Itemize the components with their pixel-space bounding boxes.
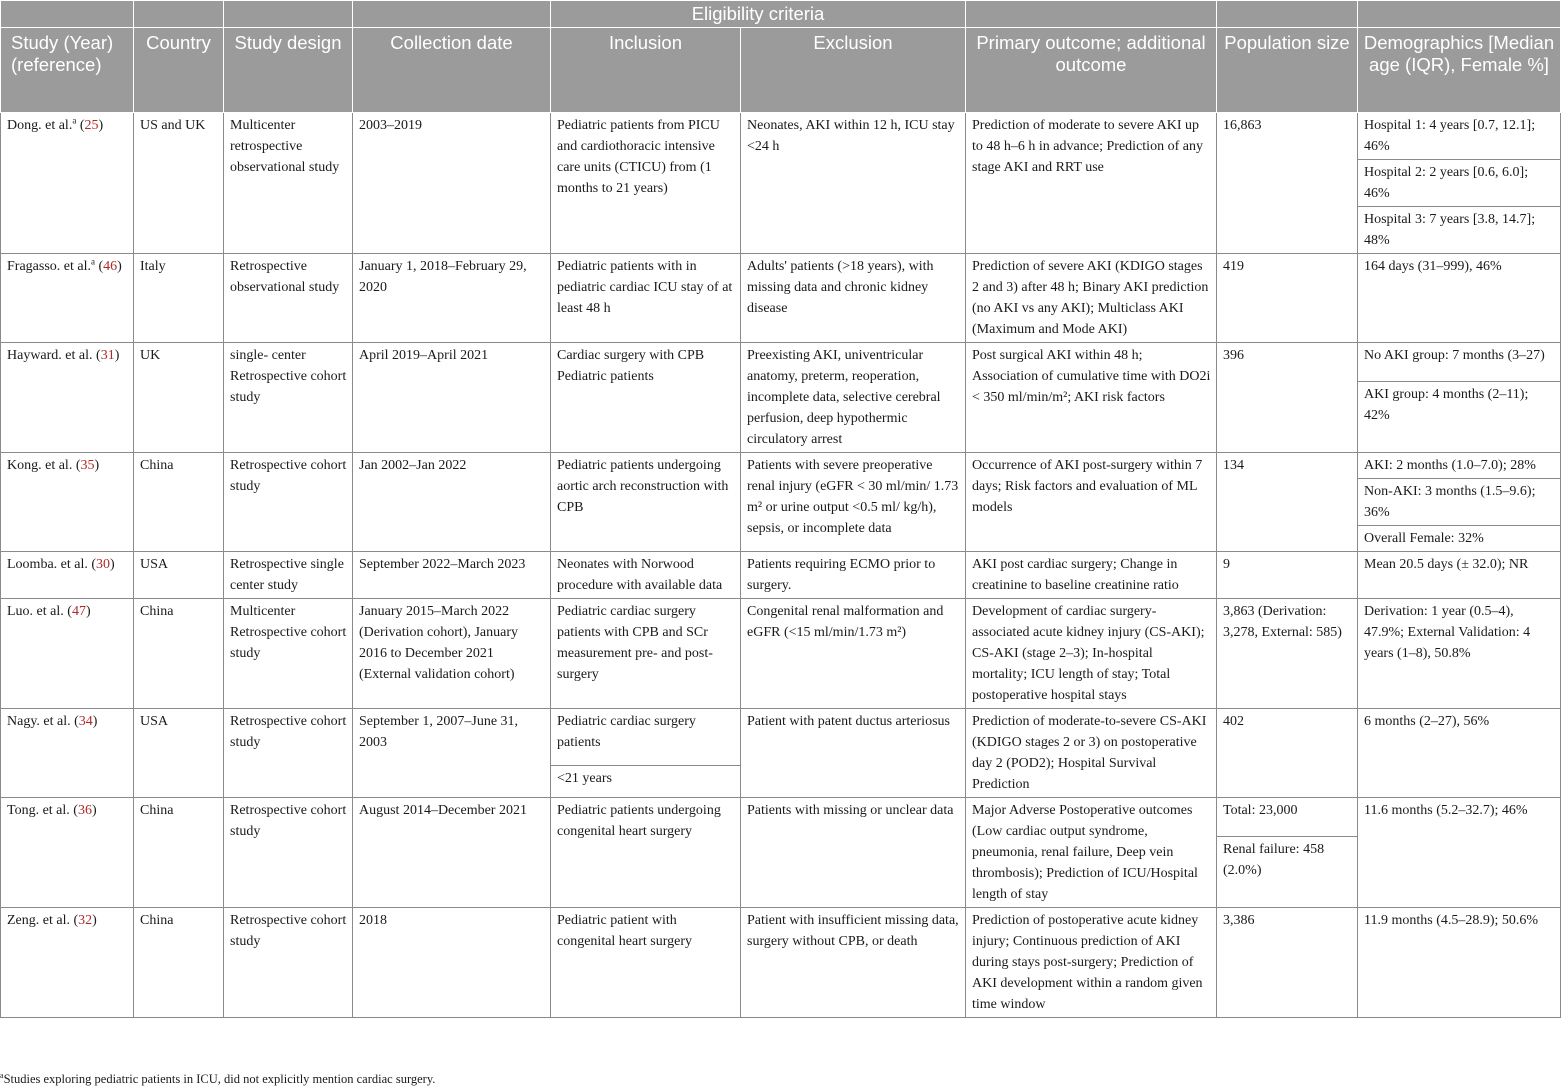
reference-link[interactable]: 32 xyxy=(78,913,93,928)
study-cell: Nagy. et al. (34) xyxy=(1,709,134,798)
table-row xyxy=(1,113,1561,160)
footnote xyxy=(0,1072,435,1087)
table-header xyxy=(1,1,1561,113)
design-cell: Retrospective single center study xyxy=(224,552,353,599)
reference-link[interactable]: 25 xyxy=(84,118,99,133)
table-row xyxy=(1,453,1561,479)
study-name: Dong. et al. xyxy=(7,118,73,133)
table-row xyxy=(1,254,1561,343)
inclusion-cell: Pediatric patients undergoing aortic arch reconstruction with CPB xyxy=(551,453,741,552)
demographics-cell: Hospital 2: 2 years [0.6, 6.0]; 46% xyxy=(1358,160,1561,207)
design-cell: Retrospective cohort study xyxy=(224,908,353,1018)
header-spacer-4 xyxy=(353,1,551,28)
inclusion-cell: Pediatric patients with in pediatric cardiac ICU stay of at least 48 h xyxy=(551,254,741,343)
design-cell: single- center Retrospective cohort study xyxy=(224,343,353,453)
inclusion-cell: <21 years xyxy=(551,766,741,798)
collection-date-cell: 2018 xyxy=(353,908,551,1018)
header-spacer-7 xyxy=(966,1,1217,28)
population-cell: Total: 23,000 xyxy=(1217,798,1358,837)
column-header-inclusion: Inclusion xyxy=(551,28,741,113)
demographics-cell: AKI group: 4 months (2–11); 42% xyxy=(1358,382,1561,453)
demographics-cell: Mean 20.5 days (± 32.0); NR xyxy=(1358,552,1561,599)
table-row xyxy=(1,343,1561,382)
study-cell: Kong. et al. (35) xyxy=(1,453,134,552)
study-name: Nagy. et al. xyxy=(7,714,71,729)
inclusion-cell: Neonates with Norwood procedure with available data xyxy=(551,552,741,599)
inclusion-cell: Cardiac surgery with CPB Pediatric patients xyxy=(551,343,741,453)
demographics-cell: Hospital 3: 7 years [3.8, 14.7]; 48% xyxy=(1358,207,1561,254)
exclusion-cell: Neonates, AKI within 12 h, ICU stay <24 h xyxy=(741,113,966,254)
header-spacer-2 xyxy=(134,1,224,28)
demographics-cell: AKI: 2 months (1.0–7.0); 28% xyxy=(1358,453,1561,479)
study-name: Hayward. et al. xyxy=(7,348,93,363)
design-cell: Retrospective cohort study xyxy=(224,709,353,798)
footnote-marker: a xyxy=(90,256,95,267)
demographics-cell: 164 days (31–999), 46% xyxy=(1358,254,1561,343)
population-cell: 402 xyxy=(1217,709,1358,798)
exclusion-cell: Congenital renal malformation and eGFR (<15 ml/min/1.73 m²) xyxy=(741,599,966,709)
outcome-cell: Development of cardiac surgery-associated acute kidney injury (CS-AKI); CS-AKI (stage 2–3); In-hospital mortality; ICU length of stay; Total postoperative hospital stays xyxy=(966,599,1217,709)
inclusion-cell: Pediatric cardiac surgery patients xyxy=(551,709,741,766)
demographics-cell: No AKI group: 7 months (3–27) xyxy=(1358,343,1561,382)
demographics-cell: 11.6 months (5.2–32.7); 46% xyxy=(1358,798,1561,908)
country-cell: Italy xyxy=(134,254,224,343)
outcome-cell: Prediction of severe AKI (KDIGO stages 2 and 3) after 48 h; Binary AKI prediction (no AKI vs any AKI); Multiclass AKI (Maximum and Mode AKI) xyxy=(966,254,1217,343)
column-header-collection-date: Collection date xyxy=(353,28,551,113)
population-cell: 134 xyxy=(1217,453,1358,552)
reference-link[interactable]: 30 xyxy=(96,557,111,572)
exclusion-cell: Patient with insufficient missing data, surgery without CPB, or death xyxy=(741,908,966,1018)
reference-link[interactable]: 31 xyxy=(100,348,115,363)
reference-link[interactable]: 34 xyxy=(78,714,93,729)
outcome-cell: Prediction of moderate to severe AKI up to 48 h–6 h in advance; Prediction of any stage AKI and RRT use xyxy=(966,113,1217,254)
population-cell: 419 xyxy=(1217,254,1358,343)
country-cell: China xyxy=(134,798,224,908)
outcome-cell: Post surgical AKI within 48 h; Association of cumulative time with DO2i < 350 ml/min/m²; AKI risk factors xyxy=(966,343,1217,453)
study-cell: Dong. et al.$^a$ (25) xyxy=(1,113,134,254)
collection-date-cell: September 1, 2007–June 31, 2003 xyxy=(353,709,551,798)
table-row xyxy=(1,709,1561,766)
table-row xyxy=(1,908,1561,1018)
study-cell: Luo. et al. (47) xyxy=(1,599,134,709)
header-spacer-3 xyxy=(224,1,353,28)
study-cell: Hayward. et al. (31) xyxy=(1,343,134,453)
outcome-cell: Occurrence of AKI post-surgery within 7 days; Risk factors and evaluation of ML models xyxy=(966,453,1217,552)
outcome-cell: AKI post cardiac surgery; Change in creatinine to baseline creatinine ratio xyxy=(966,552,1217,599)
demographics-cell: Overall Female: 32% xyxy=(1358,526,1561,552)
exclusion-cell: Adults' patients (>18 years), with missing data and chronic kidney disease xyxy=(741,254,966,343)
collection-date-cell: January 1, 2018–February 29, 2020 xyxy=(353,254,551,343)
header-spacer-9 xyxy=(1358,1,1561,28)
column-header-demographics: Demographics [Median age (IQR), Female %] xyxy=(1358,28,1561,113)
column-header-population: Population size xyxy=(1217,28,1358,113)
column-header-country: Country xyxy=(134,28,224,113)
header-spacer-1 xyxy=(1,1,134,28)
outcome-cell: Prediction of postoperative acute kidney injury; Continuous prediction of AKI during stays post-surgery; Prediction of AKI development within a random given time window xyxy=(966,908,1217,1018)
exclusion-cell: Patients requiring ECMO prior to surgery. xyxy=(741,552,966,599)
reference-link[interactable]: 35 xyxy=(80,458,95,473)
demographics-cell: Non-AKI: 3 months (1.5–9.6); 36% xyxy=(1358,479,1561,526)
population-cell: Renal failure: 458 (2.0%) xyxy=(1217,837,1358,908)
exclusion-cell: Preexisting AKI, univentricular anatomy, preterm, reoperation, incomplete data, selective cerebral perfusion, deep hypothermic circulatory arrest xyxy=(741,343,966,453)
demographics-cell: 6 months (2–27), 56% xyxy=(1358,709,1561,798)
country-cell: UK xyxy=(134,343,224,453)
exclusion-cell: Patients with missing or unclear data xyxy=(741,798,966,908)
country-cell: China xyxy=(134,453,224,552)
demographics-cell: 11.9 months (4.5–28.9); 50.6% xyxy=(1358,908,1561,1018)
footnote-marker: a xyxy=(0,1070,4,1080)
collection-date-cell: 2003–2019 xyxy=(353,113,551,254)
reference-link[interactable]: 46 xyxy=(103,259,118,274)
study-name: Zeng. et al. xyxy=(7,913,70,928)
outcome-cell: Prediction of moderate-to-severe CS-AKI (KDIGO stages 2 or 3) on postoperative day 2 (POD2); Hospital Survival Prediction xyxy=(966,709,1217,798)
column-header-study: Study (Year) (reference) xyxy=(1,28,134,113)
footnote-marker: a xyxy=(72,115,77,126)
study-cell: Tong. et al. (36) xyxy=(1,798,134,908)
population-cell: 3,386 xyxy=(1217,908,1358,1018)
column-header-outcome: Primary outcome; additional outcome xyxy=(966,28,1217,113)
footnote-text: Studies exploring pediatric patients in ICU, did not explicitly mention cardiac surgery. xyxy=(3,1072,436,1086)
table-row xyxy=(1,599,1561,709)
exclusion-cell: Patients with severe preoperative renal injury (eGFR < 30 ml/min/ 1.73 m² or urine output <0.5 ml/ kg/h), sepsis, or incomplete data xyxy=(741,453,966,552)
design-cell: Retrospective cohort study xyxy=(224,453,353,552)
study-cell: Zeng. et al. (32) xyxy=(1,908,134,1018)
country-cell: China xyxy=(134,908,224,1018)
study-name: Tong. et al. xyxy=(7,803,70,818)
outcome-cell: Major Adverse Postoperative outcomes (Low cardiac output syndrome, pneumonia, renal failure, Deep vein thrombosis); Prediction of ICU/Hospital length of stay xyxy=(966,798,1217,908)
study-name: Fragasso. et al. xyxy=(7,259,91,274)
column-header-exclusion: Exclusion xyxy=(741,28,966,113)
inclusion-cell: Pediatric patients from PICU and cardiothoracic intensive care units (CTICU) from (1 months to 21 years) xyxy=(551,113,741,254)
demographics-cell: Hospital 1: 4 years [0.7, 12.1]; 46% xyxy=(1358,113,1561,160)
country-cell: China xyxy=(134,599,224,709)
column-header-design: Study design xyxy=(224,28,353,113)
table-body xyxy=(1,113,1561,1018)
table-row xyxy=(1,798,1561,837)
collection-date-cell: September 2022–March 2023 xyxy=(353,552,551,599)
study-name: Luo. et al. xyxy=(7,604,64,619)
eligibility-criteria-header: Eligibility criteria xyxy=(551,1,966,28)
reference-link[interactable]: 47 xyxy=(71,604,86,619)
collection-date-cell: August 2014–December 2021 xyxy=(353,798,551,908)
inclusion-cell: Pediatric patients undergoing congenital heart surgery xyxy=(551,798,741,908)
population-cell: 16,863 xyxy=(1217,113,1358,254)
inclusion-cell: Pediatric patient with congenital heart surgery xyxy=(551,908,741,1018)
table-row xyxy=(1,552,1561,599)
design-cell: Multicenter Retrospective cohort study xyxy=(224,599,353,709)
study-cell: Fragasso. et al.$^a$ (46) xyxy=(1,254,134,343)
collection-date-cell: April 2019–April 2021 xyxy=(353,343,551,453)
exclusion-cell: Patient with patent ductus arteriosus xyxy=(741,709,966,798)
collection-date-cell: Jan 2002–Jan 2022 xyxy=(353,453,551,552)
design-cell: Multicenter retrospective observational study xyxy=(224,113,353,254)
population-cell: 9 xyxy=(1217,552,1358,599)
study-name: Loomba. et al. xyxy=(7,557,88,572)
design-cell: Retrospective cohort study xyxy=(224,798,353,908)
demographics-cell: Derivation: 1 year (0.5–4), 47.9%; External Validation: 4 years (1–8), 50.8% xyxy=(1358,599,1561,709)
study-name: Kong. et al. xyxy=(7,458,73,473)
country-cell: USA xyxy=(134,552,224,599)
collection-date-cell: January 2015–March 2022 (Derivation cohort), January 2016 to December 2021 (External validation cohort) xyxy=(353,599,551,709)
country-cell: US and UK xyxy=(134,113,224,254)
country-cell: USA xyxy=(134,709,224,798)
population-cell: 396 xyxy=(1217,343,1358,453)
reference-link[interactable]: 36 xyxy=(77,803,92,818)
inclusion-cell: Pediatric cardiac surgery patients with CPB and SCr measurement pre- and post-surgery xyxy=(551,599,741,709)
study-cell: Loomba. et al. (30) xyxy=(1,552,134,599)
header-spacer-8 xyxy=(1217,1,1358,28)
population-cell: 3,863 (Derivation: 3,278, External: 585) xyxy=(1217,599,1358,709)
design-cell: Retrospective observational study xyxy=(224,254,353,343)
